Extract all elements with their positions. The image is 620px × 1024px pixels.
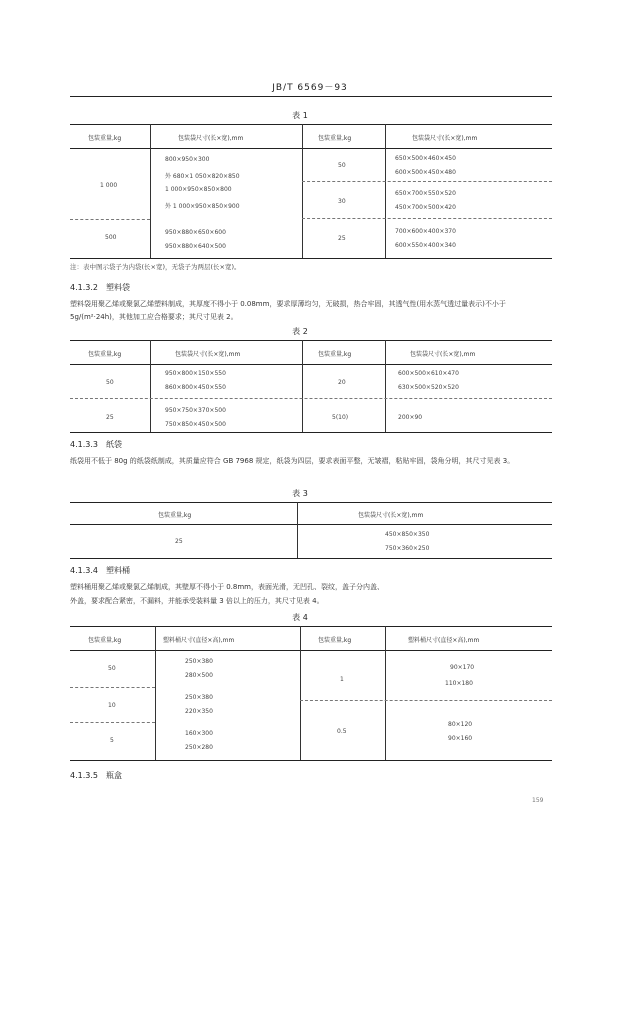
section-4-1-3-3-paragraph: 纸袋用不低于 80g 的纸袋纸制成，其质量应符合 GB 7968 规定，纸袋为四层，要求表面平整，无皱褶，粘贴牢固，袋角分明，其尺寸见表 3。 [70, 457, 515, 465]
table1-size: 450×700×500×420 [395, 204, 456, 211]
table2-header-weight: 包装重量,kg [88, 351, 122, 358]
table1-weight: 25 [338, 235, 346, 242]
table2-size: 200×90 [398, 414, 423, 421]
table2-header-weight-2: 包装重量,kg [318, 351, 352, 358]
table4-size: 90×160 [448, 735, 473, 742]
table4-size: 110×180 [445, 680, 473, 687]
section-4-1-3-4-paragraph-line2: 外盖，要求配合紧密，不漏料，并能承受装料量 3 倍以上的压力，其尺寸见表 4。 [70, 597, 324, 605]
table4-header-size-2: 塑料桶尺寸(直径×高),mm [408, 637, 480, 644]
table4-weight: 1 [340, 676, 344, 683]
table1-head-rule [70, 148, 552, 149]
table4-weight: 5 [110, 737, 114, 744]
table4-header-weight: 包装重量,kg [88, 637, 122, 644]
table4-size: 280×500 [185, 672, 213, 679]
table1-size: 800×950×300 [165, 156, 210, 163]
table1-size: 950×880×640×500 [165, 243, 226, 250]
table4-size: 250×380 [185, 694, 213, 701]
table1-weight: 1 000 [100, 182, 118, 189]
table4-header-size: 塑料桶尺寸(直径×高),mm [163, 637, 235, 644]
section-4-1-3-4-title: 4.1.3.4 塑料桶 [70, 566, 130, 575]
table1-size: 外 680×1 050×820×850 [165, 173, 240, 180]
table4-size: 250×280 [185, 744, 213, 751]
table4-size: 250×380 [185, 658, 213, 665]
table1-size: 650×700×550×520 [395, 190, 456, 197]
page-number: 159 [532, 797, 544, 804]
table3-header-size: 包装袋尺寸(长×宽),mm [358, 512, 424, 519]
table2-size: 750×850×450×500 [165, 421, 226, 428]
section-4-1-3-3-title: 4.1.3.3 纸袋 [70, 440, 122, 449]
table4-size: 90×170 [450, 664, 475, 671]
section-4-1-3-2-paragraph: 塑料袋用聚乙烯或聚氯乙烯塑料制成，其厚度不得小于 0.08mm，要求厚薄均匀，无破损，热合牢固，其透气性(用水蒸气透过量表示)不小于 5g/(m²·24h)，其他加工应合格要求；其尺寸见表 2。 [70, 300, 506, 321]
header-rule [70, 96, 552, 97]
table2-size: 630×500×520×520 [398, 384, 459, 391]
table2-size: 600×500×610×470 [398, 370, 459, 377]
table3-caption: 表 3 [292, 489, 308, 498]
table4-caption: 表 4 [292, 613, 308, 622]
table1-size: 950×880×650×600 [165, 229, 226, 236]
table1-bottom-rule [70, 258, 552, 259]
table1-size: 外 1 000×950×850×900 [165, 203, 240, 210]
table4-weight: 0.5 [337, 728, 347, 735]
table2-weight: 50 [106, 379, 114, 386]
table2-weight: 5(10) [332, 414, 349, 421]
table4-weight: 10 [108, 702, 116, 709]
table1-caption: 表 1 [292, 111, 308, 120]
table4-size: 160×300 [185, 730, 213, 737]
table2-header-size: 包装袋尺寸(长×宽),mm [175, 351, 241, 358]
table4-size: 220×350 [185, 708, 213, 715]
table1-header-size: 包装袋尺寸(长×宽),mm [178, 135, 244, 142]
table4-weight: 50 [108, 665, 116, 672]
table1-header-weight-2: 包装重量,kg [318, 135, 352, 142]
table1-size: 600×500×450×480 [395, 169, 456, 176]
table1-size: 650×500×460×450 [395, 155, 456, 162]
table1-weight: 50 [338, 162, 346, 169]
table1-header-weight: 包装重量,kg [88, 135, 122, 142]
table2-caption: 表 2 [292, 327, 308, 336]
table2-weight: 25 [106, 414, 114, 421]
standard-header: JB/T 6569－93 [272, 83, 348, 93]
table3-size: 450×850×350 [385, 531, 430, 538]
section-4-1-3-4-paragraph-line1: 塑料桶用聚乙烯或聚氯乙烯制成，其壁厚不得小于 0.8mm，表面光滑，无凹孔、裂纹，盖子分内盖、 [70, 583, 384, 591]
table2-size: 950×750×370×500 [165, 407, 226, 414]
table1-note: 注：表中图示袋子为内袋(长×宽)，无袋子为两层(长×宽)。 [70, 263, 241, 271]
table4-header-weight-2: 包装重量,kg [318, 637, 352, 644]
table3-weight: 25 [175, 538, 183, 545]
table1-size: 600×550×400×340 [395, 242, 456, 249]
table1-top-rule [70, 124, 552, 125]
table1-weight: 500 [105, 234, 117, 241]
table1-weight: 30 [338, 198, 346, 205]
section-4-1-3-5-title: 4.1.3.5 瓶盒 [70, 771, 122, 780]
table2-size: 950×800×150×550 [165, 370, 226, 377]
table1-size: 700×600×400×370 [395, 228, 456, 235]
table2-size: 860×800×450×550 [165, 384, 226, 391]
table2-weight: 20 [338, 379, 346, 386]
table4-size: 80×120 [448, 721, 473, 728]
section-4-1-3-2-title: 4.1.3.2 塑料袋 [70, 283, 130, 292]
table2-header-size-2: 包装袋尺寸(长×宽),mm [410, 351, 476, 358]
table3-header-weight: 包装重量,kg [158, 512, 192, 519]
table1-size: 1 000×950×850×800 [165, 186, 232, 193]
table1-header-size-2: 包装袋尺寸(长×宽),mm [412, 135, 478, 142]
table3-size: 750×360×250 [385, 545, 430, 552]
